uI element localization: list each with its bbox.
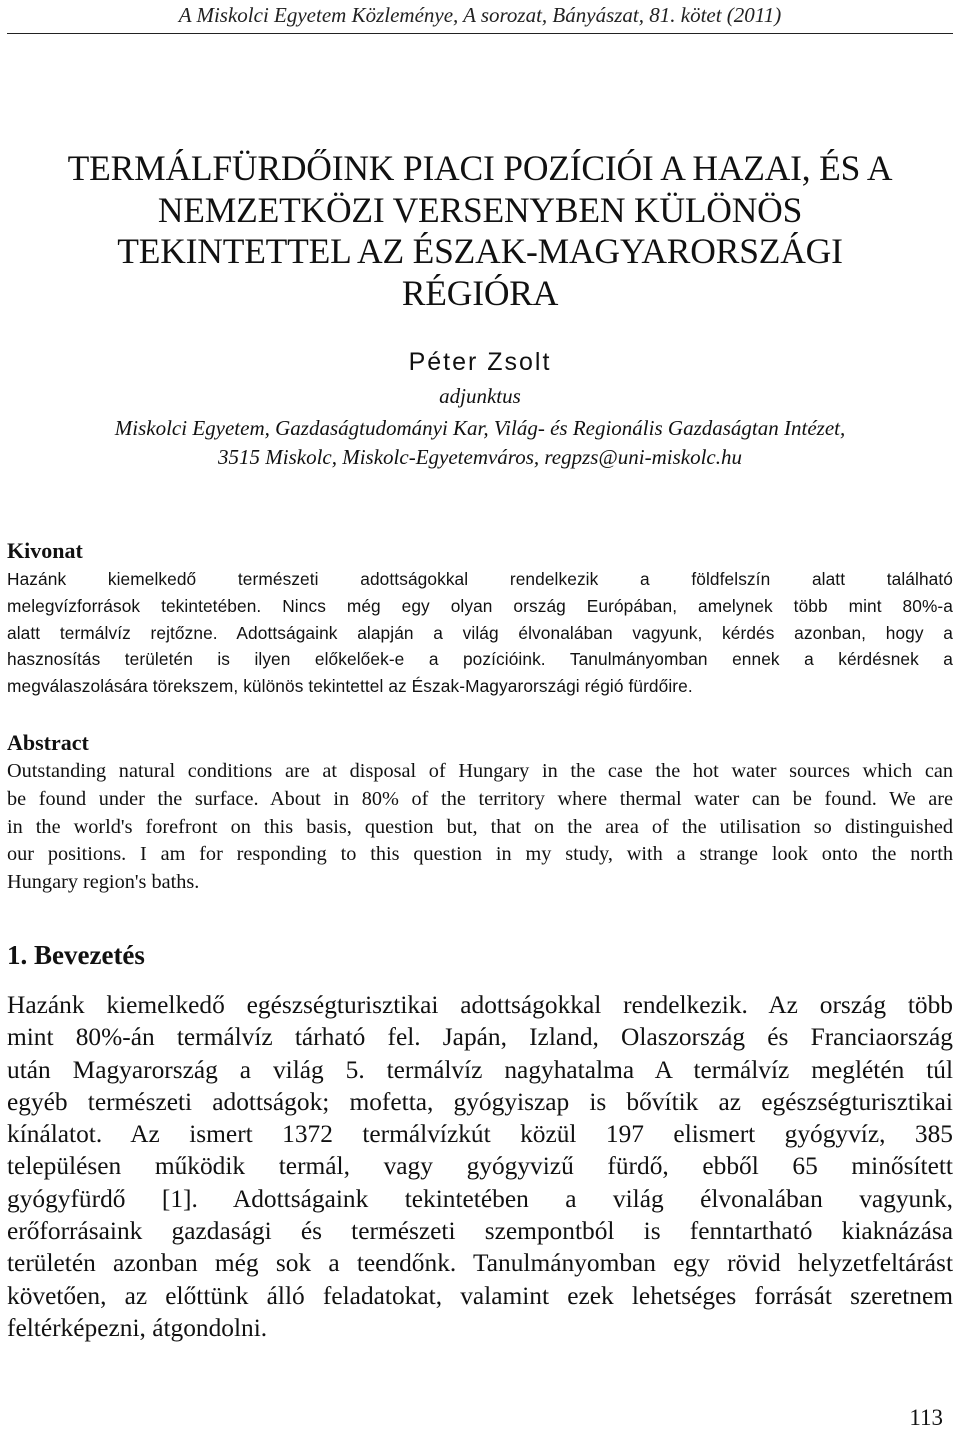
kivonat-line: hasznosítás területén is ilyen előkelőek-e a pozícióink. Tanulmányomban ennek a kérdésnek a (7, 649, 953, 670)
abstract-line: be found under the surface. About in 80% of the territory where thermal water can be found. We are (7, 787, 953, 810)
author-position: adjunktus (439, 384, 521, 408)
introduction-line: mint 80%-án termálvíz tárható fel. Japán, Izland, Olaszország és Franciaország (7, 1023, 953, 1052)
introduction-line: kínálatot. Az ismert 1372 termálvízkút közül 197 elismert gyógyvíz, 385 (7, 1120, 953, 1149)
kivonat-line: melegvízforrások tekintetében. Nincs még egy olyan ország Európában, amelynek több mint 80%-a (7, 595, 953, 616)
abstract-line: in the world's forefront on this basis, question but, that on the area of the utilisation so distinguished (7, 815, 953, 838)
introduction-line: gyógyfürdő [1]. Adottságaink tekintetében a világ élvonalában vagyunk, (7, 1184, 953, 1213)
introduction-line: után Magyarország a világ 5. termálvíz nagyhatalma A termálvíz meglétén túl (7, 1055, 953, 1084)
affiliation-line: 3515 Miskolc, Miskolc-Egyetemváros, regpzs@uni-miskolc.hu (218, 445, 742, 469)
introduction-line: követően, az előttünk álló feladatokat, valamint ezek lehetséges forrását szeretnem (7, 1281, 953, 1310)
header-rule (7, 33, 953, 34)
author-affiliation (0, 414, 960, 472)
introduction-line: területén azonban még sok a teendőnk. Tanulmányomban egy rövid helyzetfeltárást (7, 1249, 953, 1278)
kivonat-line: megválaszolására törekszem, különös tekintettel az Észak-Magyarországi régió fürdőire. (7, 676, 693, 697)
article-title (20, 148, 940, 314)
abstract-line: Outstanding natural conditions are at disposal of Hungary in the case the hot water sources which can (7, 760, 953, 782)
introduction-line: egyéb természeti adottságok; mofetta, gyógyiszap is bővítik az egészségturisztikai (7, 1087, 953, 1116)
kivonat-line: Hazánk kiemelkedő természeti adottságokkal rendelkezik a földfelszín alatt található (7, 569, 953, 589)
author-name: Péter Zsolt (408, 348, 552, 376)
abstract-line: our positions. I am for responding to this question in my study, with a strange look onto the north (7, 843, 953, 866)
title-line: NEMZETKÖZI VERSENYBEN KÜLÖNÖS (157, 189, 803, 230)
kivonat-heading: Kivonat (7, 538, 83, 563)
introduction-line: Hazánk kiemelkedő egészségturisztikai adottságokkal rendelkezik. Az ország több (7, 991, 953, 1019)
introduction-paragraph (7, 989, 953, 1344)
abstract-paragraph (7, 758, 953, 897)
kivonat-line: alatt termálvíz rejtőzne. Adottságaink alapján a világ élvonalában vagyunk, kérdés azonban, hogy a (7, 622, 953, 643)
introduction-line: feltérképezni, átgondolni. (7, 1313, 268, 1342)
title-line: TERMÁLFÜRDŐINK PIACI POZÍCIÓI A HAZAI, ÉS A (67, 148, 893, 188)
introduction-line: erőforrásaink gazdasági és természeti szempontból is fenntartható kiaknázása (7, 1217, 953, 1246)
introduction-line: településen működik termál, vagy gyógyvizű fürdő, ebből 65 minősített (7, 1152, 953, 1181)
page-number: 113 (909, 1405, 943, 1430)
running-header: A Miskolci Egyetem Közleménye, A sorozat, Bányászat, 81. kötet (2011) (178, 3, 782, 27)
title-line: RÉGIÓRA (401, 272, 559, 313)
title-line: TEKINTETTEL AZ ÉSZAK-MAGYARORSZÁGI (117, 231, 843, 271)
section-heading-introduction: 1. Bevezetés (7, 940, 145, 970)
kivonat-paragraph (7, 566, 953, 700)
abstract-heading: Abstract (7, 730, 89, 755)
abstract-line: Hungary region's baths. (7, 871, 200, 894)
affiliation-line: Miskolci Egyetem, Gazdaságtudományi Kar, Világ- és Regionális Gazdaságtan Intézet, (114, 416, 846, 440)
